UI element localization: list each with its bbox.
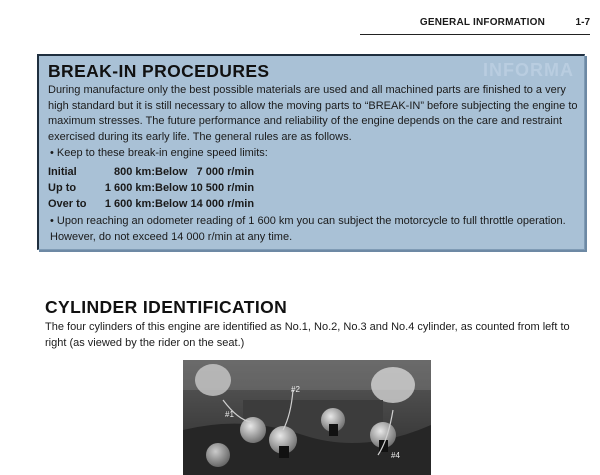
break-in-intro: During manufacture only the best possible materials are used and all machined parts are finished to a very high standard but it is still necessary to allow the moving parts to “BREAK-IN” before subjecting the engine to maximum stresses. The future performance and reliability of the engine depends on the care and restraint exercised during its early life. The general rules are as follows.	[48, 84, 578, 143]
bleed-through-text: INFORMA	[483, 60, 574, 80]
limit-label: Up to	[48, 182, 77, 194]
break-in-panel	[37, 54, 585, 250]
cylinder-heading: CYLINDER IDENTIFICATION	[45, 297, 288, 317]
break-in-heading: BREAK-IN PROCEDURES	[48, 61, 270, 81]
speed-limits-bullet: • Keep to these break-in engine speed limits:	[50, 147, 268, 159]
limit-speed: Below 7 000 r/min	[155, 166, 255, 178]
engine-photo	[183, 360, 431, 475]
speed-limits-table	[48, 164, 308, 212]
full-throttle-bullet: • Upon reaching an odometer reading of 1 600 km you can subject the motorcycle to full throttle operation. However, do not exceed 14 000 r/min at any time.	[50, 215, 566, 243]
engine-photo-illustration	[183, 360, 431, 475]
speed-limit-row	[48, 180, 308, 196]
limit-speed: Below 10 500 r/min	[155, 182, 255, 194]
running-head	[360, 14, 590, 35]
limit-label: Initial	[48, 166, 77, 178]
speed-limit-row	[48, 196, 308, 212]
page-number: 1-7	[575, 17, 590, 28]
section-title: GENERAL INFORMATION	[419, 17, 545, 28]
limit-label: Over to	[48, 198, 87, 210]
limit-distance: 800 km:	[114, 166, 155, 178]
cylinder-2-label: #2	[291, 385, 300, 394]
speed-limit-row	[48, 164, 308, 180]
cylinder-description: The four cylinders of this engine are identified as No.1, No.2, No.3 and No.4 cylinder, as counted from left to right (as viewed by the rider on the seat.)	[45, 321, 570, 349]
cylinder-4-label: #4	[391, 451, 400, 460]
cylinder-1-label: #1	[225, 410, 234, 419]
limit-distance: 1 600 km:	[104, 182, 155, 194]
limit-distance: 1 600 km:	[104, 198, 155, 210]
limit-speed: Below 14 000 r/min	[155, 198, 255, 210]
